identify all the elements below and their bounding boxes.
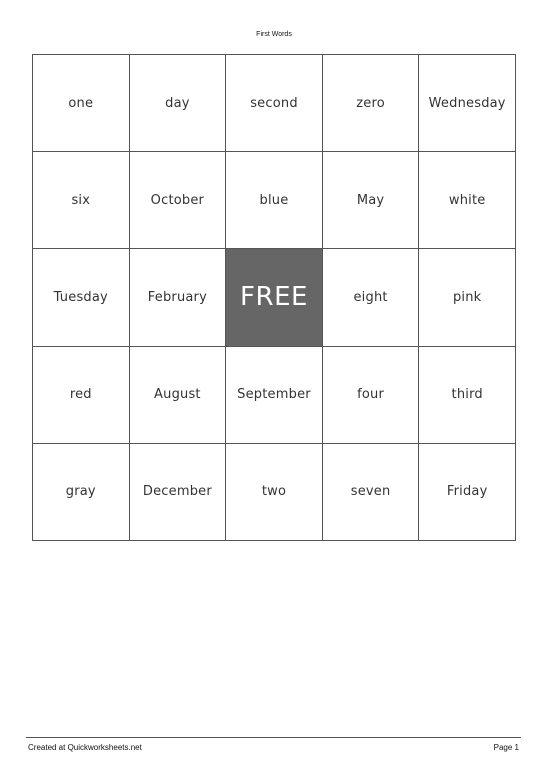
free-space-cell: FREE (226, 249, 323, 346)
bingo-cell: February (130, 249, 227, 346)
bingo-cell: Tuesday (33, 249, 130, 346)
bingo-cell: Friday (419, 444, 516, 541)
bingo-cell: August (130, 347, 227, 444)
bingo-cell: one (33, 55, 130, 152)
bingo-cell: September (226, 347, 323, 444)
bingo-cell: eight (323, 249, 420, 346)
bingo-cell: pink (419, 249, 516, 346)
bingo-cell: day (130, 55, 227, 152)
page-number: Page 1 (493, 743, 519, 752)
bingo-cell: four (323, 347, 420, 444)
footer-divider (26, 737, 521, 738)
bingo-cell: red (33, 347, 130, 444)
bingo-cell: May (323, 152, 420, 249)
bingo-cell: seven (323, 444, 420, 541)
bingo-cell: six (33, 152, 130, 249)
bingo-cell: October (130, 152, 227, 249)
bingo-cell: zero (323, 55, 420, 152)
bingo-cell: December (130, 444, 227, 541)
bingo-grid (32, 54, 516, 541)
page-title: First Words (256, 31, 292, 38)
bingo-cell: blue (226, 152, 323, 249)
bingo-cell: second (226, 55, 323, 152)
bingo-cell: third (419, 347, 516, 444)
bingo-cell: gray (33, 444, 130, 541)
bingo-cell: Wednesday (419, 55, 516, 152)
bingo-cell: white (419, 152, 516, 249)
bingo-cell: two (226, 444, 323, 541)
footer-credit: Created at Quickworksheets.net (28, 743, 142, 752)
